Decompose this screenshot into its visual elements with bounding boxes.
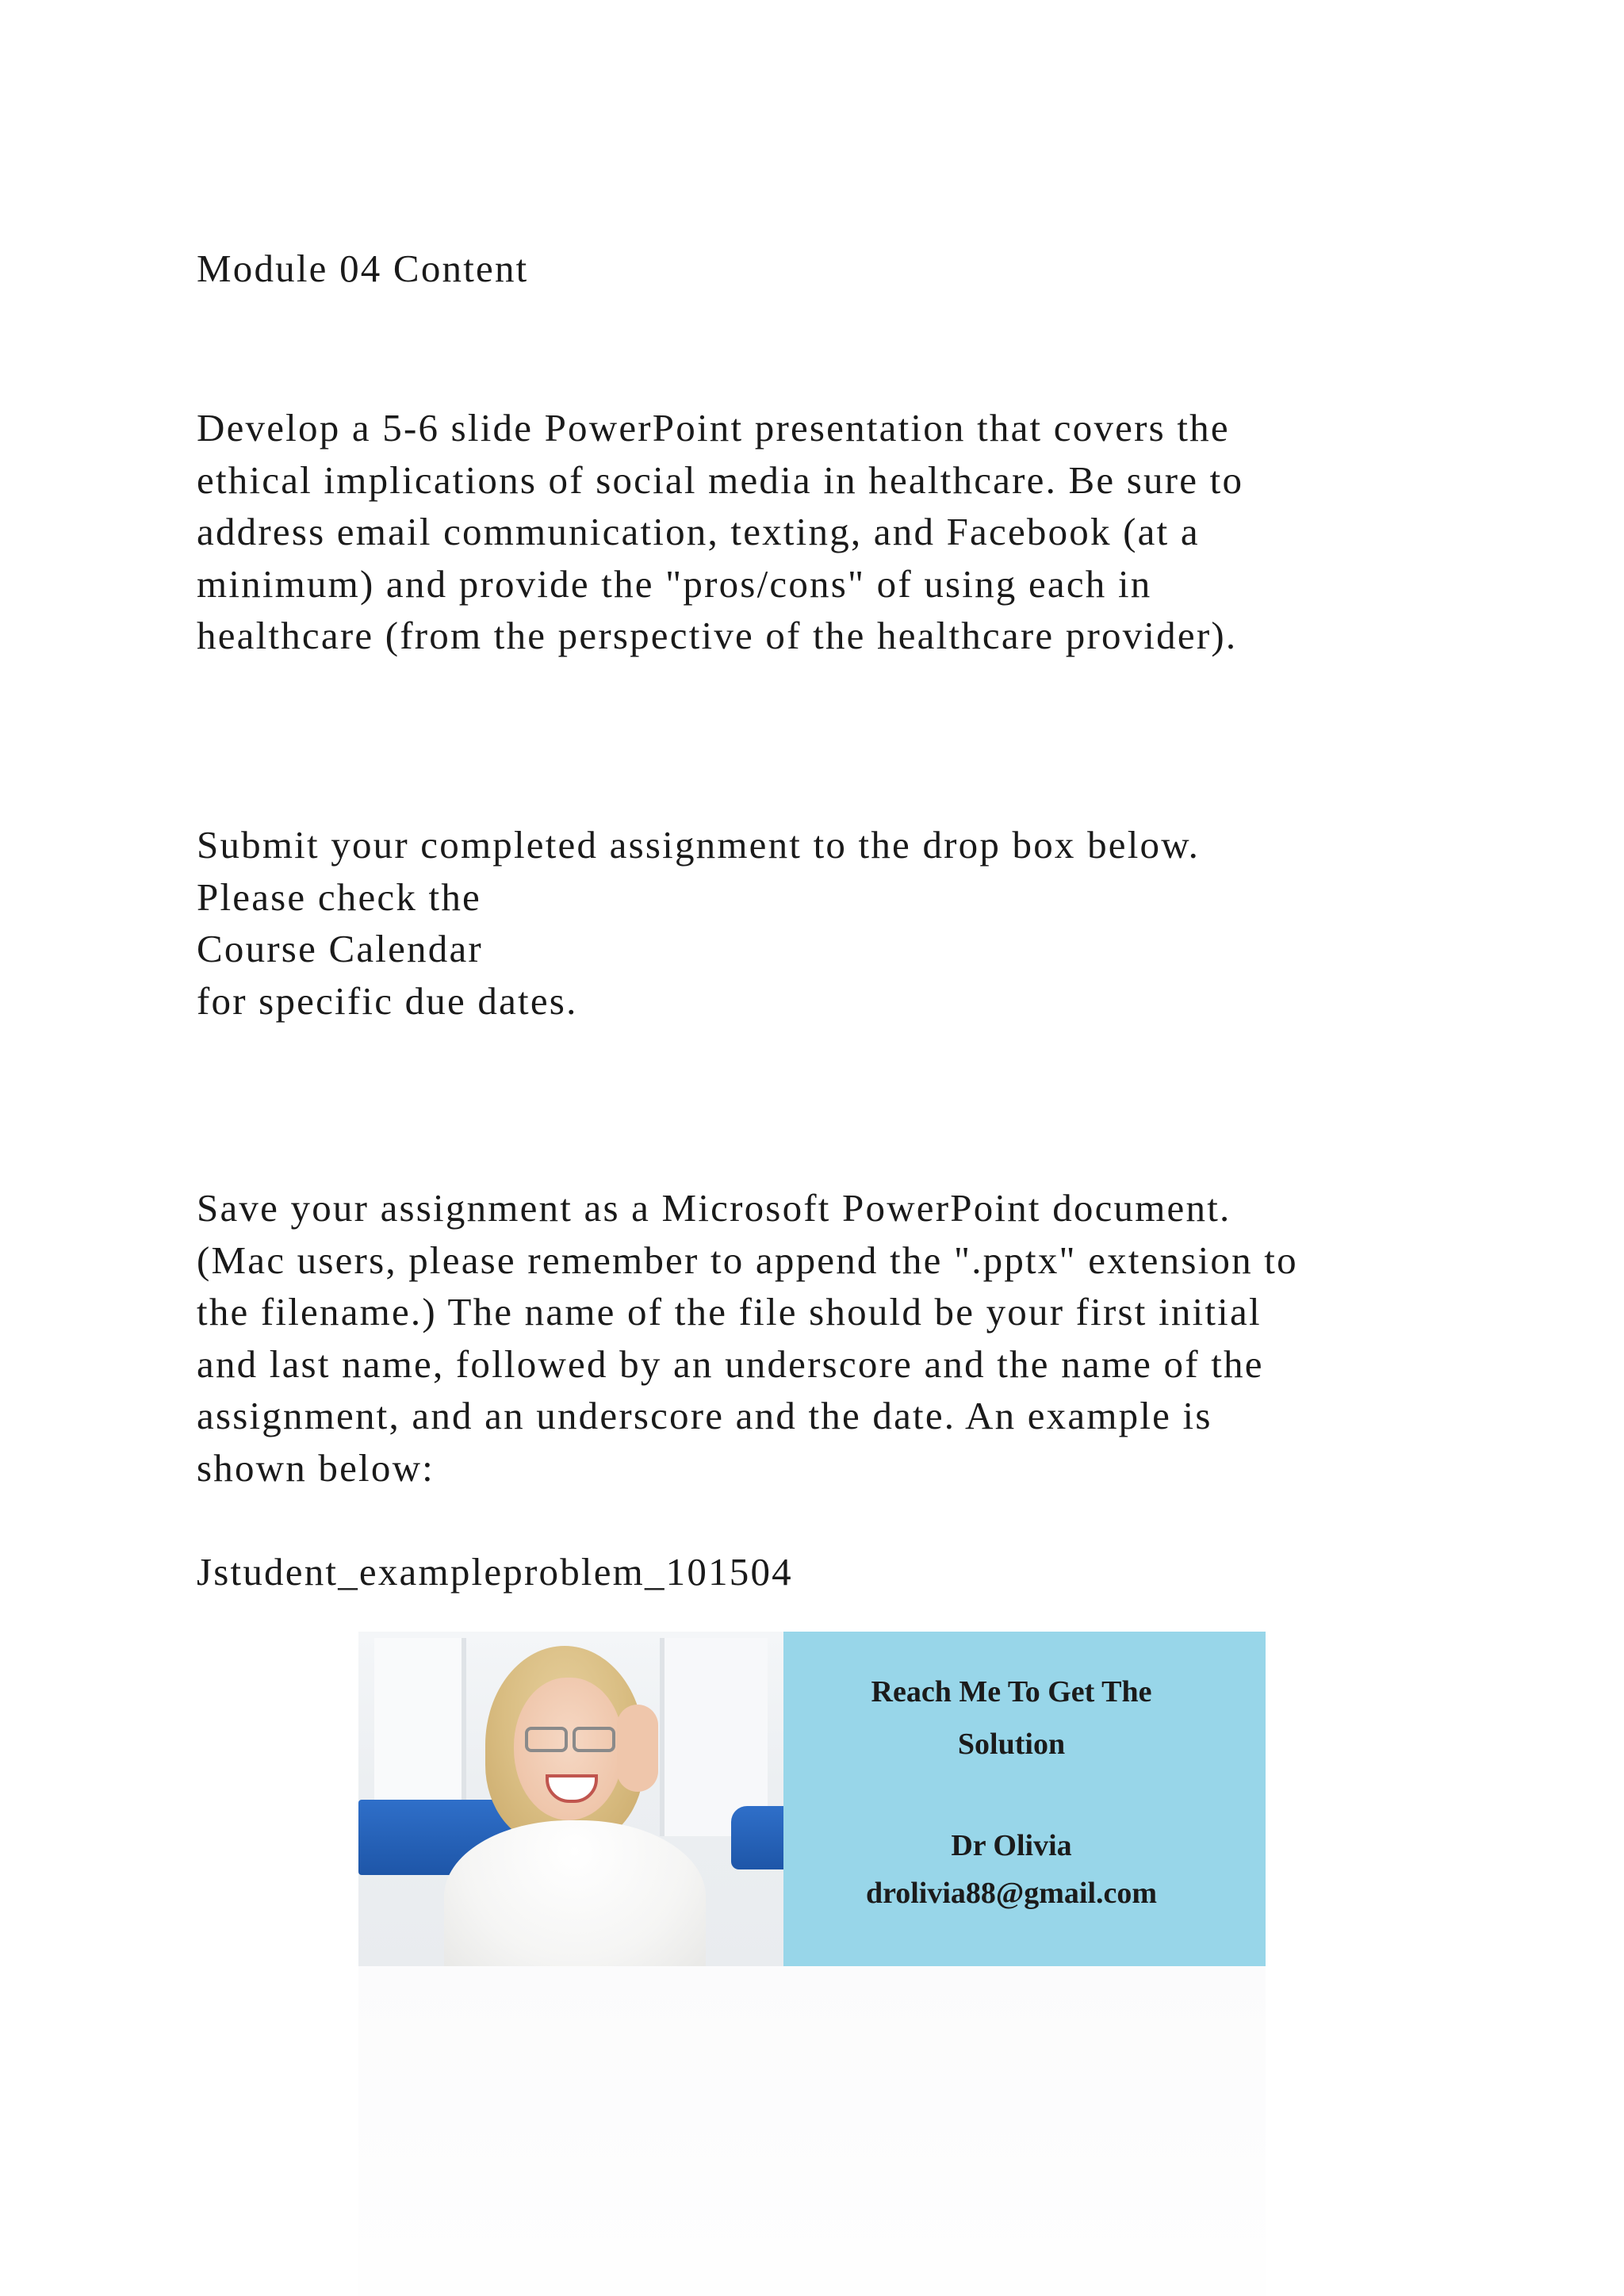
contact-info-panel — [783, 1632, 1266, 1966]
image-shadow — [358, 1966, 1266, 2296]
glasses-icon — [573, 1727, 615, 1752]
woman-blouse — [444, 1820, 706, 1966]
background-window — [374, 1638, 466, 1820]
woman-photo — [358, 1632, 783, 1966]
banner-headline-2: Solution — [957, 1728, 1066, 1761]
woman-hand — [617, 1705, 658, 1792]
contact-banner — [358, 1632, 1266, 1966]
example-filename: Jstudent_exampleproblem_101504 — [197, 1550, 793, 1594]
contact-name: Dr Olivia — [951, 1829, 1072, 1862]
file-naming-instructions: Save your assignment as a Microsoft PowerPoint document. (Mac users, please remember to append the ".pptx" extension to the filename.) The name of the file should be your first initial and last name, followed by an underscore and the name of the assignment, and an underscore and the date. An example is shown below: — [197, 1186, 1298, 1490]
module-heading: Module 04 Content — [197, 247, 529, 290]
submission-instructions: Submit your completed assignment to the drop box below. Please check the Course Calendar for specific due dates. — [197, 823, 1201, 1023]
assignment-instructions: Develop a 5-6 slide PowerPoint presentation that covers the ethical implications of social media in healthcare. Be sure to address email communication, texting, and Facebook (at a minimum) and provide the "pros/cons" of using each in healthcare (from the perspective of the healthcare provider). — [197, 406, 1244, 657]
banner-headline: Reach Me To Get The — [871, 1675, 1152, 1709]
glasses-icon — [525, 1727, 568, 1752]
background-chair — [731, 1806, 783, 1869]
contact-email: drolivia88@gmail.com — [865, 1877, 1158, 1910]
